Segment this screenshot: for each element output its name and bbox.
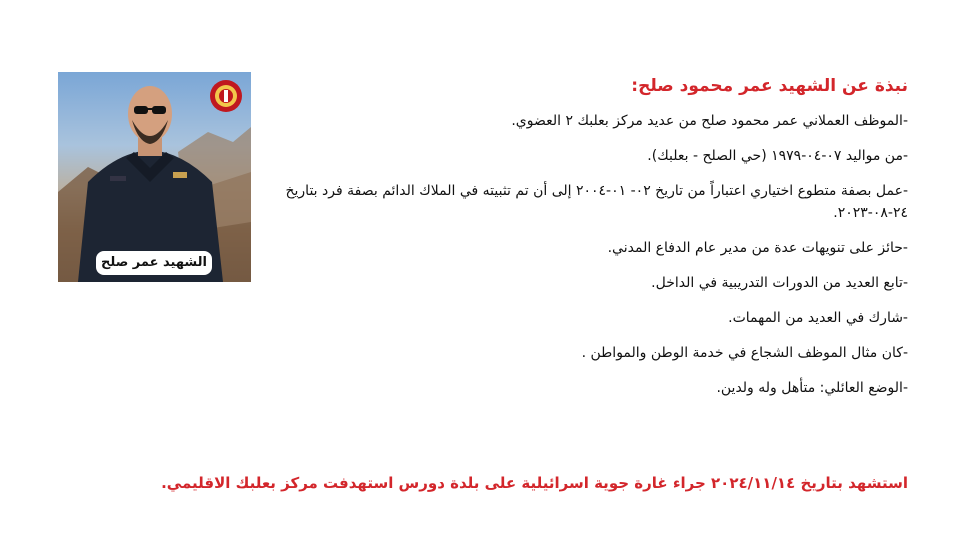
bio-item-service: -عمل بصفة متطوع اختياري اعتباراً من تاريخ ٠٢- ٠١-٢٠٠٤ إلى أن تم تثبيته في الملاك الدائم بصفة فرد بتاريخ ٢٤-٠٨-٢٠٢٣. xyxy=(285,183,908,221)
bio-item-commendations: -حائز على تنويهات عدة من مدير عام الدفاع المدني. xyxy=(607,240,908,256)
martyrdom-statement: استشهد بتاريخ ٢٠٢٤/١١/١٤ جراء غارة جوية اسرائيلية على بلدة دورس استهدفت مركز بعلبك الاقليمي. xyxy=(161,474,908,492)
bio-item-birth: -من مواليد ٠٧-٠٤-١٩٧٩ (حي الصلح - بعلبك). xyxy=(647,148,908,164)
civil-defense-emblem-icon xyxy=(209,79,243,113)
bio-item-family: -الوضع العائلي: متأهل وله ولدين. xyxy=(716,380,908,396)
bio-item-missions: -شارك في العديد من المهمات. xyxy=(728,310,908,326)
bio-item-position: -الموظف العملاني عمر محمود صلح من عديد مركز بعلبك ٢ العضوي. xyxy=(511,113,908,129)
bio-item-training: -تابع العديد من الدورات التدريبية في الداخل. xyxy=(651,275,908,291)
bio-item-character: -كان مثال الموظف الشجاع في خدمة الوطن والمواطن . xyxy=(581,345,908,361)
page-title: نبذة عن الشهيد عمر محمود صلح: xyxy=(631,76,908,96)
photo-caption: الشهيد عمر صلح xyxy=(96,251,212,275)
biography-section xyxy=(268,70,908,412)
